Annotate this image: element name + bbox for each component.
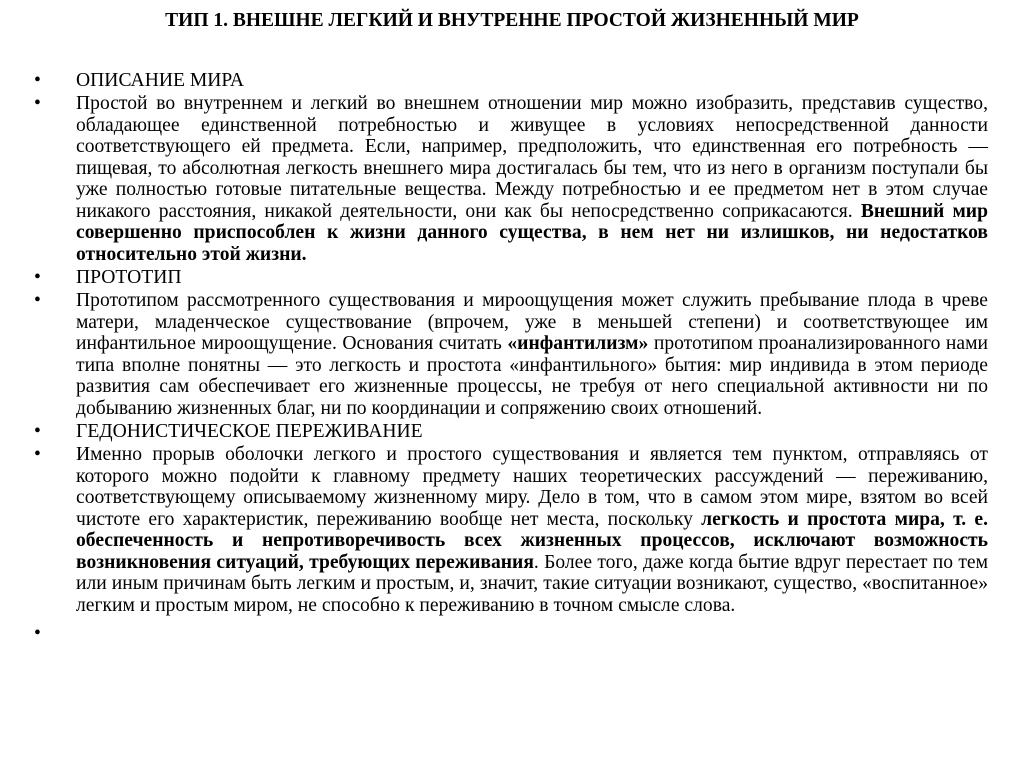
paragraph-text: Простой во внутреннем и легкий во внешнем отношении мир можно изобразить, представив существо, обладающее единственной потребностью и живущее в условиях непосредственной данности соответствующего ей предмета. Если, например, предположить, что единственная его потребность — пищевая, то абсолютная легкость внешнего мира достигалась бы тем, что из него в организм поступали бы уже полностью готовые питательные вещества. Между потребностью и ее предметом нет в этом случае никакого расстояния, никакой деятельности, они как бы непосредственно соприкасаются. bbox=[76, 93, 988, 222]
heading-hedonistic-experience bbox=[34, 420, 988, 444]
heading-prototype bbox=[34, 266, 988, 290]
paragraph-text: прототипом проанализированного нами типа вполне понятны — это легкость и простота «инфантильного» бытия: мир индивида в этом периоде развития сам обеспечивает его жизненные процессы, не требуя от него специальной активности ни по добыванию жизненных благ, ни по координации и сопряжению своих отношений. bbox=[76, 333, 988, 419]
heading-text: ГЕДОНИСТИЧЕСКОЕ ПЕРЕЖИВАНИЕ bbox=[76, 421, 423, 442]
bullet-list bbox=[34, 69, 989, 644]
bullet-icon: • bbox=[34, 267, 41, 288]
paragraph-text: . Более того, даже когда бытие вдруг перестает по тем или иным причинам быть легким и простым, и, значит, такие ситуации возникают, существо, «воспитанное» легким и простым миром, не способно к переживанию в точном смысле слова. bbox=[76, 551, 988, 616]
paragraph-text: Прототипом рассмотренного существования и мироощущения может служить пребывание плода в чреве матери, младенческое существование (впрочем, уже в меньшей степени) и соответствующее им инфантильное мироощущение. Основания считать bbox=[76, 290, 988, 354]
bullet-icon: • bbox=[34, 93, 41, 114]
paragraph-emphasis: Внешний мир совершенно приспособлен к жизни данного существа, в нем нет ни излишков, ни недостатков относительно этой жизни. bbox=[76, 200, 988, 265]
heading-text: ПРОТОТИП bbox=[76, 267, 182, 288]
paragraph-text: Именно прорыв оболочки легкого и простого существования и является тем пунктом, отправляясь от которого можно подойти к главному предмету наших теоретических рассуждений — переживанию, соответствующему описываемому жизненному миру. Дело в том, что в самом этом мире, взятом во всей чистоте его характеристик, переживанию вообще нет места, поскольку bbox=[76, 444, 988, 530]
bullet-icon: • bbox=[34, 623, 41, 644]
slide-title: ТИП 1. ВНЕШНЕ ЛЕГКИЙ И ВНУТРЕННЕ ПРОСТОЙ ЖИЗНЕННЫЙ МИР bbox=[165, 10, 859, 31]
bullet-icon: • bbox=[34, 290, 41, 311]
bullet-icon: • bbox=[34, 70, 41, 91]
paragraph-emphasis: легкость и простота мира, т. е. обеспеченность и непротиворечивость всех жизненных процессов, исключают возможность возникновения ситуаций, требующих переживания bbox=[76, 508, 989, 573]
bullet-icon: • bbox=[34, 421, 41, 442]
heading-text: ОПИСАНИЕ МИРА bbox=[76, 70, 244, 91]
paragraph-prototype bbox=[34, 290, 988, 419]
heading-world-description bbox=[34, 69, 988, 93]
paragraph-hedonistic-experience bbox=[34, 444, 988, 616]
paragraph-emphasis: «инфантилизм» bbox=[507, 333, 649, 354]
paragraph-world-description bbox=[34, 93, 988, 265]
bullet-icon: • bbox=[34, 444, 41, 465]
